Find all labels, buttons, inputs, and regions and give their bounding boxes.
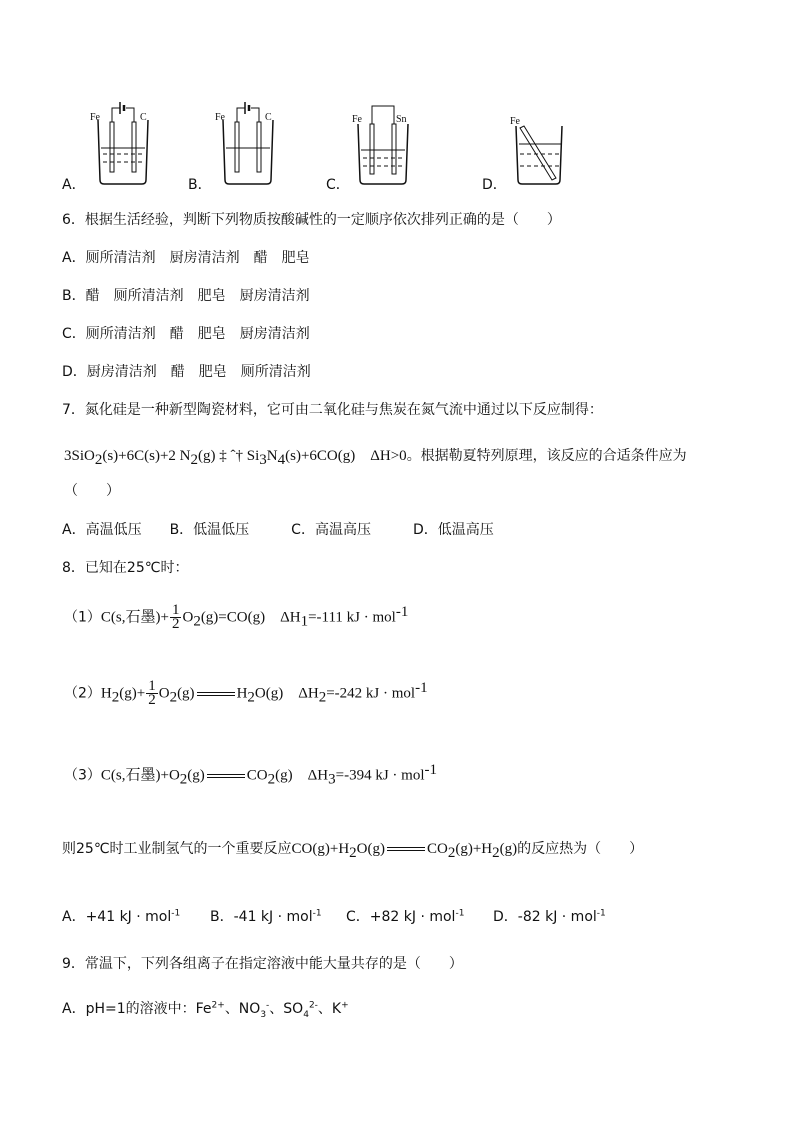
question-8-option-d: D．-82 kJ · mol$^{-1}$ bbox=[493, 908, 606, 925]
electrode-label-left: Fe bbox=[352, 114, 362, 125]
electrode-label-right: Sn bbox=[396, 114, 407, 125]
question-9-option-a: A．pH=1的溶液中：$Fe^{2+}$、$NO_3^-$、$SO_4^{2-}$、K+ bbox=[62, 1000, 349, 1020]
question-6-option-b: B．醋 厕所清洁剂 肥皂 厨房清洁剂 bbox=[62, 288, 310, 304]
question-8-option-a: A．+41 kJ · mol$^{-1}$ bbox=[62, 908, 181, 925]
question-6-option-d: D．厨房清洁剂 醋 肥皂 厕所清洁剂 bbox=[62, 364, 311, 380]
question-7-options: A．高温低压 B．低温低压 C．高温高压 D．低温高压 bbox=[62, 522, 494, 538]
double-line-equals bbox=[197, 689, 235, 699]
beaker-icon bbox=[508, 110, 568, 188]
figure-c bbox=[350, 98, 420, 188]
electrolysis-cell-battery-icon bbox=[213, 98, 283, 188]
question-7-paren: （ ） bbox=[64, 483, 120, 499]
option-letter-c: C． bbox=[326, 177, 350, 193]
figure-d bbox=[508, 110, 568, 188]
fraction: $\frac{1}{2}$ bbox=[148, 678, 156, 709]
electrode-label-left: Fe bbox=[215, 112, 225, 123]
electrode-label-right: C bbox=[265, 112, 272, 123]
question-8-option-c: C．+82 kJ · mol$^{-1}$ bbox=[346, 908, 465, 925]
question-8-prompt: 则25℃时工业制氢气的一个重要反应$CO(g)+H_2O(g)$ $CO_2(g)+H_2(g)$的反应热为（ ） bbox=[62, 841, 644, 861]
double-line-equals bbox=[387, 844, 425, 854]
question-6-stem: 6．根据生活经验，判断下列物质按酸碱性的一定顺序依次排列正确的是（ ） bbox=[62, 212, 561, 228]
figure-b bbox=[213, 98, 283, 188]
question-8-option-b: B．-41 kJ · mol$^{-1}$ bbox=[210, 908, 322, 925]
fraction: $\frac{1}{2}$ bbox=[171, 602, 180, 633]
electrode-label: Fe bbox=[510, 116, 520, 127]
option-letter-d: D． bbox=[482, 177, 507, 193]
reversible-arrow: ‡ ˆ† bbox=[215, 448, 247, 464]
option-letter-a: A． bbox=[62, 177, 86, 193]
figure-a bbox=[88, 98, 158, 188]
question-7-stem: 7．氮化硅是一种新型陶瓷材料，它可由二氧化硅与焦炭在氮气流中通过以下反应制得： bbox=[62, 402, 603, 418]
double-line-equals bbox=[207, 771, 245, 781]
reaction-1: （1）C(s,石墨)+ $\frac{1}{2}$ $O_2(g)=CO(g)$ $\Delta H_1=-111$ kJ · mol$^{-1}$ bbox=[64, 602, 409, 633]
electrode-label-left: Fe bbox=[90, 112, 100, 123]
question-9-stem: 9．常温下，下列各组离子在指定溶液中能大量共存的是（ ） bbox=[62, 956, 463, 972]
electrolysis-cell-battery-icon bbox=[88, 98, 158, 188]
reaction-3: （3）C(s,石墨)$+O_2(g)$ $CO_2(g)$ $\Delta H_3=-394$ kJ · mol$^{-1}$ bbox=[64, 762, 437, 788]
question-7-equation: 3SiO$_2$(s)+6C(s)+2 $N_2(g)$ ‡ ˆ† $Si_3N_4(s)+6CO(g)$ ΔH>0。根据勒夏特列原理，该反应的合适条件应为 bbox=[64, 448, 687, 468]
galvanic-cell-icon bbox=[350, 98, 420, 188]
electrode-label-right: C bbox=[140, 112, 147, 123]
option-letter-b: B． bbox=[188, 177, 212, 193]
question-6-option-a: A．厕所清洁剂 厨房清洁剂 醋 肥皂 bbox=[62, 250, 310, 266]
reaction-2: $(2)H_2(g)+$ $\frac{1}{2}$ $O_2(g)$ $H_2O(g)$ $\Delta H_2=-242$ kJ · mol$^{-1}$ bbox=[64, 678, 428, 709]
question-8-stem: 8．已知在25℃时： bbox=[62, 560, 189, 576]
question-6-option-c: C．厕所清洁剂 醋 肥皂 厨房清洁剂 bbox=[62, 326, 310, 342]
